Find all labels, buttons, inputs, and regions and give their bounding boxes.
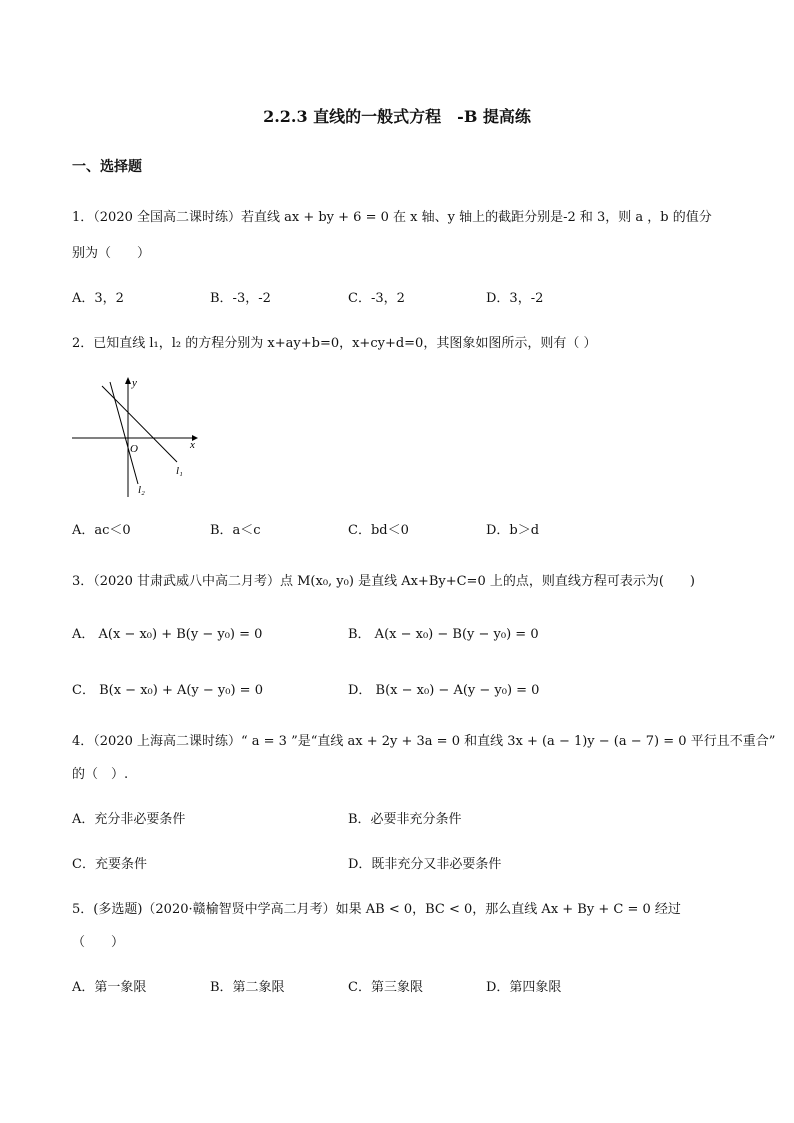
q4-option-d: D．既非充分又非必要条件: [348, 857, 502, 872]
q2-option-a: A．ac＜0: [72, 523, 131, 538]
page-title: 2.2.3 直线的一般式方程 -B 提高练: [263, 107, 531, 126]
q3-option-b: B． A(x − x₀) − B(y − y₀) = 0: [348, 627, 539, 642]
y-axis-arrow: [125, 377, 131, 384]
q2-figure: [72, 372, 202, 502]
q1-line1: 1．（2020 全国高二课时练）若直线 ax + by + 6 = 0 在 x 轴、y 轴上的截距分别是-2 和 3，则 a ，b 的值分: [72, 210, 712, 225]
q2-option-c: C．bd＜0: [348, 523, 409, 538]
q1-line2: 别为（ ）: [72, 246, 151, 261]
l2-label: l₂: [138, 484, 145, 496]
q1-option-c: C．-3，2: [348, 291, 405, 306]
q4-option-c: C．充要条件: [72, 857, 147, 872]
line-l2: [110, 382, 138, 484]
section-heading: 一、选择题: [72, 159, 142, 175]
l1-label: l₁: [176, 465, 183, 477]
q5-line2: （ ）: [72, 935, 125, 950]
y-axis-label: y: [132, 377, 137, 389]
q3-option-c: C． B(x − x₀) + A(y − y₀) = 0: [72, 683, 263, 698]
q2-option-b: B．a＜c: [210, 523, 261, 538]
q5-option-a: A．第一象限: [72, 980, 147, 995]
q4-option-b: B．必要非充分条件: [348, 812, 462, 827]
q4-line1: 4．（2020 上海高二课时练）“ a = 3 ”是“直线 ax + 2y + 3a = 0 和直线 3x + (a − 1)y − (a − 7) = 0 平行且不重合”: [72, 734, 776, 749]
q2-line1: 2．已知直线 l₁，l₂ 的方程分别为 x+ay+b=0，x+cy+d=0，其图象如图所示，则有（ ）: [72, 336, 597, 351]
q2-option-d: D．b＞d: [486, 523, 540, 538]
q4-option-a: A．充分非必要条件: [72, 812, 186, 827]
q1-option-a: A．3，2: [72, 291, 124, 306]
q3-option-d: D． B(x − x₀) − A(y − y₀) = 0: [348, 683, 540, 698]
q5-option-b: B．第二象限: [210, 980, 285, 995]
q1-option-b: B．-3，-2: [210, 291, 271, 306]
q1-option-d: D．3，-2: [486, 291, 544, 306]
q3-line1: 3．（2020 甘肃武威八中高二月考）点 M(x₀, y₀) 是直线 Ax+By+C=0 上的点，则直线方程可表示为( ): [72, 574, 695, 589]
q5-option-d: D．第四象限: [486, 980, 562, 995]
origin-label: O: [130, 443, 138, 455]
q5-line1: 5．(多选题)（2020·赣榆智贤中学高二月考）如果 AB < 0，BC < 0，那么直线 Ax + By + C = 0 经过: [72, 902, 681, 917]
q5-option-c: C．第三象限: [348, 980, 423, 995]
x-axis-label: x: [190, 439, 195, 451]
q4-line2: 的（ ）.: [72, 767, 129, 782]
q3-option-a: A． A(x − x₀) + B(y − y₀) = 0: [72, 627, 263, 642]
line-l1: [102, 386, 177, 462]
